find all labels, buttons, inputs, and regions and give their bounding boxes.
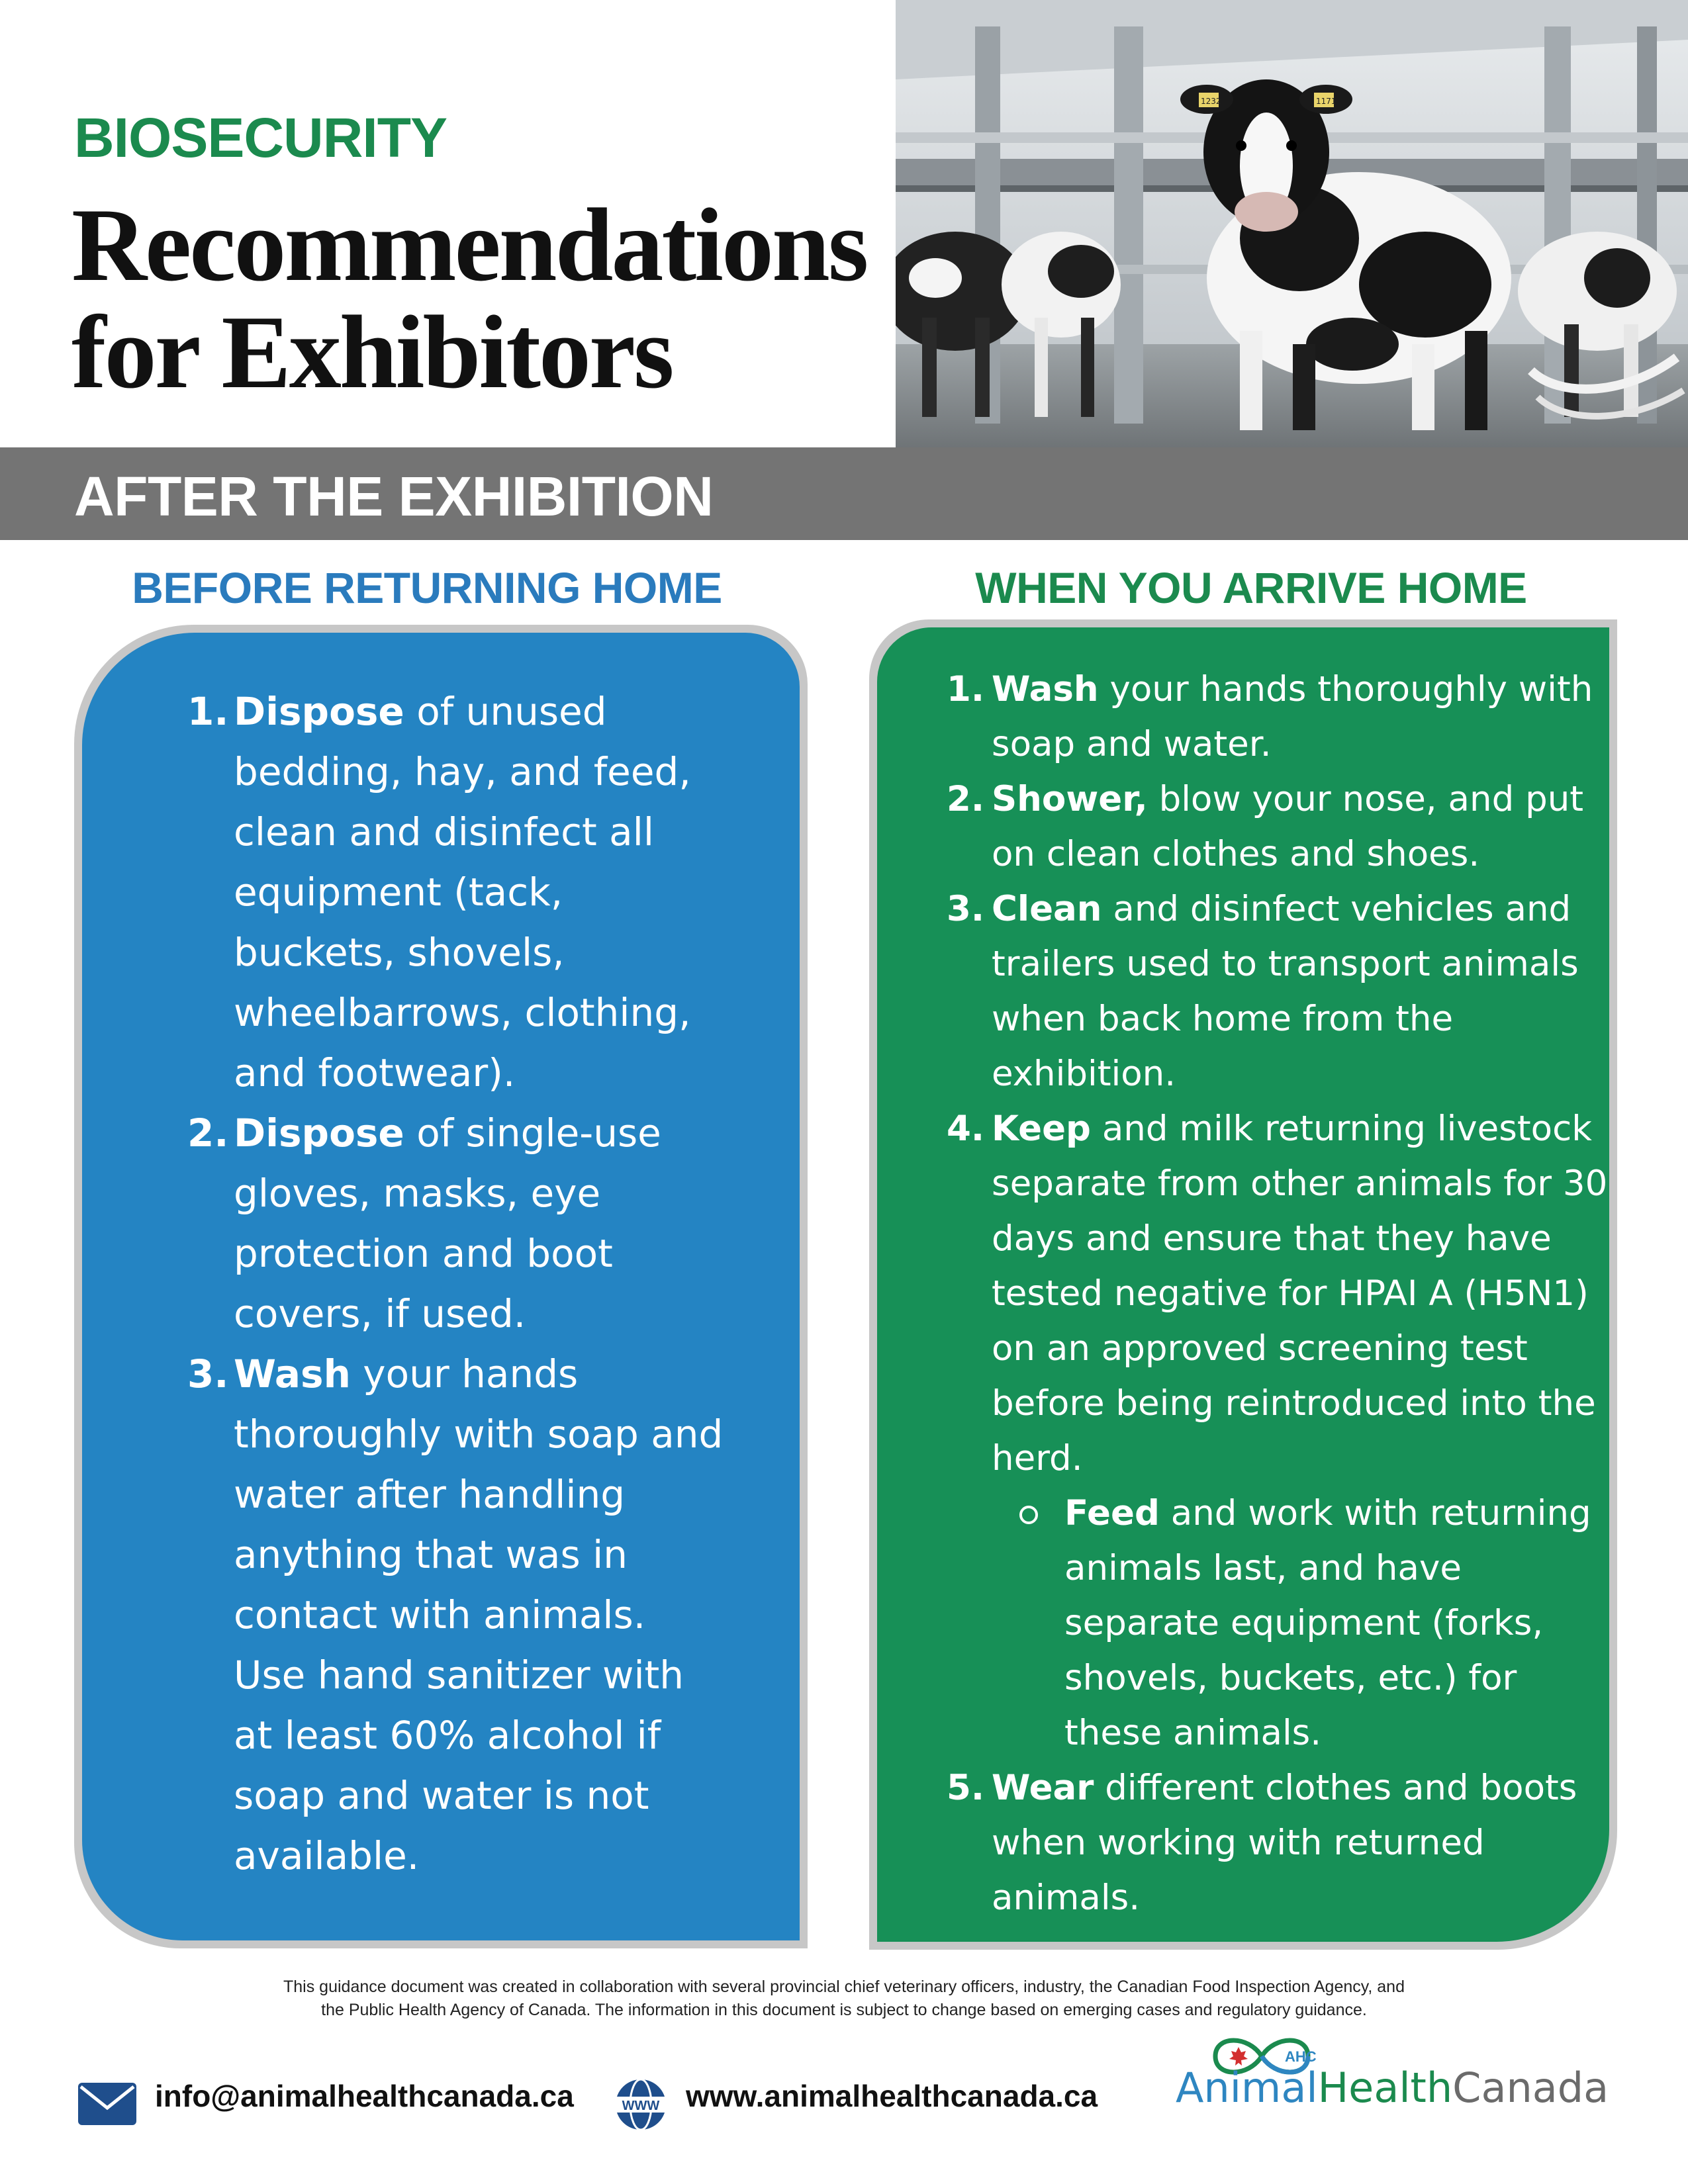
arrive-home-list: [947, 662, 1609, 1925]
website-link[interactable]: www.animalhealthcanada.ca: [686, 2079, 1098, 2113]
banner-title: AFTER THE EXHIBITION: [74, 465, 714, 527]
right-column-heading: WHEN YOU ARRIVE HOME: [975, 563, 1527, 612]
item-text: of unused bedding, hay, and feed, clean and disinfect all equipment (tack, buckets, shovels, wheelbarrows, clothing, and footwear).: [234, 689, 691, 1095]
before-returning-list: [151, 682, 727, 1886]
item-keyword: Wash: [992, 669, 1099, 709]
item-number: 3.: [187, 1351, 229, 1396]
item-keyword: Clean: [992, 889, 1102, 929]
www-globe-icon: [610, 2077, 671, 2132]
item-number: 1.: [187, 689, 229, 734]
title-line-1: Recommendations: [71, 187, 867, 303]
item-text: your hands thoroughly with soap and water.: [992, 669, 1593, 764]
biosecurity-kicker: BIOSECURITY: [74, 107, 447, 169]
list-item: [947, 772, 1609, 882]
item-text: and milk returning livestock separate from other animals for 30 days and ensure that they have tested negative for HPAI A (H5N1) on an approved screening test before being reintroduced into the herd.: [992, 1109, 1608, 1479]
sub-item-text: and work with returning animals last, and have separate equipment (forks, shovels, buckets, etc.) for these animals.: [1064, 1493, 1591, 1753]
logo-word-canada: Canada: [1452, 2064, 1609, 2112]
footnote-line-2: the Public Health Agency of Canada. The information in this document is subject to change based on emerging cases and regulatory guidance.: [321, 2001, 1367, 2019]
page-title: [71, 187, 899, 410]
item-number: 5.: [947, 1768, 985, 1808]
logo-word-animal: Animal: [1176, 2064, 1318, 2112]
item-number: 2.: [187, 1111, 229, 1156]
item-text: and disinfect vehicles and trailers used to transport animals when back home from the exhibition.: [992, 889, 1579, 1094]
dairy-barn-photo: [896, 0, 1688, 447]
item-keyword: Keep: [992, 1109, 1091, 1149]
list-item: [151, 1344, 727, 1886]
item-text: of single-use gloves, masks, eye protection and boot covers, if used.: [234, 1111, 661, 1336]
item-keyword: Wash: [234, 1351, 351, 1396]
sub-item-keyword: Feed: [1064, 1493, 1160, 1533]
item-keyword: Dispose: [234, 1111, 404, 1156]
logo-wordmark: [1176, 2064, 1609, 2112]
title-line-2: for Exhibitors: [71, 295, 673, 410]
ear-tag-right: 1171: [1316, 97, 1336, 106]
ear-tag-left: 1232: [1201, 97, 1221, 106]
list-item: [151, 682, 727, 1103]
item-number: 2.: [947, 779, 985, 819]
item-text: blow your nose, and put on clean clothes and shoes.: [992, 779, 1584, 874]
list-item: [151, 1103, 727, 1344]
item-keyword: Wear: [992, 1768, 1094, 1808]
item-text: different clothes and boots when working with returned animals.: [992, 1768, 1577, 1918]
footnote-line-1: This guidance document was created in collaboration with several provincial chief veterinary officers, industry, the Canadian Food Inspection Agency, and: [283, 1978, 1405, 1996]
item-keyword: Shower,: [992, 779, 1148, 819]
www-icon-label: WWW: [622, 2099, 660, 2113]
list-item: [947, 1101, 1609, 1760]
logo-word-health: Health: [1317, 2064, 1453, 2112]
item-number: 3.: [947, 889, 985, 929]
logo-badge-text: AHC: [1285, 2048, 1317, 2065]
item-keyword: Dispose: [234, 689, 404, 734]
sub-list-item: [992, 1486, 1609, 1760]
maple-leaf-icon: [1229, 2047, 1248, 2066]
list-item: [947, 662, 1609, 772]
circle-bullet-icon: [1019, 1506, 1038, 1524]
email-link[interactable]: info@animalhealthcanada.ca: [155, 2079, 574, 2113]
list-item: [947, 1760, 1609, 1925]
envelope-icon: [78, 2083, 136, 2125]
item-number: 4.: [947, 1109, 985, 1149]
item-text: your hands thoroughly with soap and water after handling anything that was in contact with animals. Use hand sanitizer with at least 60% alcohol if soap and water is not available.: [234, 1351, 724, 1878]
item-number: 1.: [947, 669, 985, 709]
list-item: [947, 882, 1609, 1101]
left-column-heading: BEFORE RETURNING HOME: [132, 563, 722, 612]
section-banner: [0, 447, 1688, 540]
